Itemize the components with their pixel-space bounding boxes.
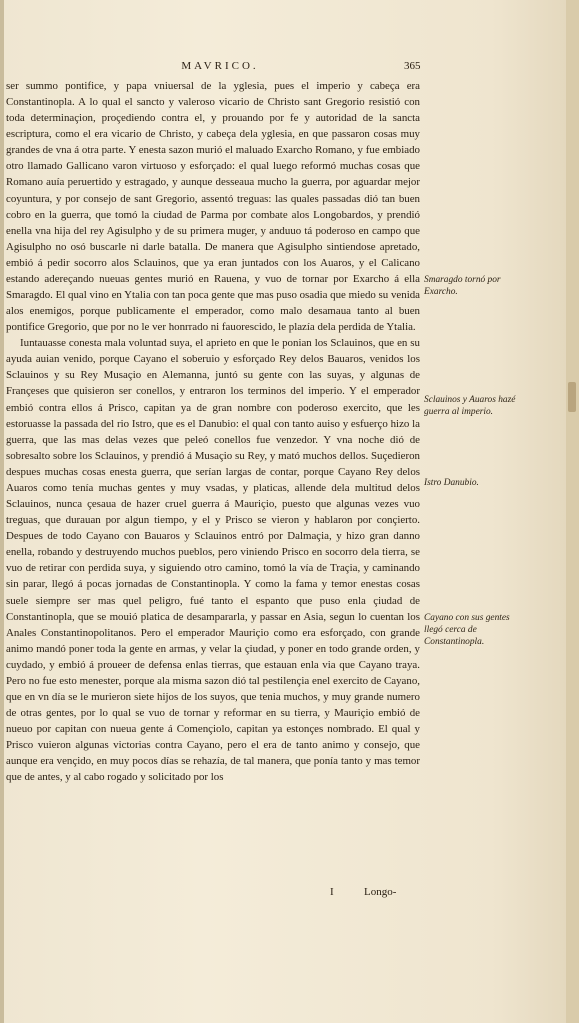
page-header bbox=[0, 60, 579, 76]
page-gutter bbox=[0, 0, 4, 1023]
signature-mark: I bbox=[330, 886, 334, 898]
margin-note-sclauinos: Sclauinos y Auaros hazé guerra al imperio. bbox=[424, 395, 516, 417]
catchword: Longo- bbox=[364, 886, 397, 898]
paragraph-2: Iuntauasse conesta mala voluntad suya, el aprieto en que le ponian los Sclauinos, que en su ayuda auian venido, porque Cayano el soberuio y esforçado Rey delos Bauaros, venidos los Sclauinos y su Rey Musaçio en Alemanna, juntó su gente con las suyas, y algunas de Françeses que quisieron ser conellos, y entraron los terminos del imperio. Y el emperador embió contra ellos á Prisco, capitan ya de gran nombre con poderoso exercito, que les estoruasse la passada del rio Istro, que es el Danubio: el qual con tanto auiso y esfuerço hizo la guerra, que las mas delas vezes que peleó conellos fue venzedor. Y vna noche dió de sobresalto sobre los Sclauinos, y prendió á Musaçio su Rey, y mató muchos dellos. Suçedieron despues muchas cosas enesta guerra, que serían largas de contar, porque Cayano Rey delos Auaros como tenía muchas gentes y muy vsadas, y platicas, allende dela multitud delos Sclauinos, nunca çesaua de hazer cruel guerra á Mauriçio, puesto que algunas vezes vuo treguas, que durauan por algun tiempo, y el y Prisco se vieron y hablaron por conçierto. Despues de todo Cayano con Bauaros y Sclauinos entró por Dalmaçia, y hizo gran danno enella, robando y destruyendo muchos pueblos, pero viniendo Prisco en socorro dela tierra, se vuo de retirar con perdida suya, y siguiendo otro camino, tomó la vía de Traçia, y caminando sin parar, llegó á pocas jornadas de Constantinopla. Y como la fama y temor enestas cosas suele siempre ser mas quel peligro, fué tanto el espanto que puso enla çiudad de Constantinopla, que se mouió platica de desampararla, y passar en Asia, segun lo cuentan los Anales Constantinopolitanos. Pero el emperador Mauriçio como era esforçado, con grande animo mandó poner toda la gente en armas, y velar la çiudad, y poner en todo grande orden, y cuydado, y embió á proueer de defensa enlas tierras, que estauan enla via que Cayano traya. Pero no fue esto menester, porque ala misma sazon dió tal pestilençia enel exercito de Cayano, que en vn día se le murieron siete hijos de los suyos, que tenia muchos, y muy grande numero de otras gentes, por lo qual se vuo de tornar y reformar en su tierra, y Mauriçio embió de nueuo por capitan con nueua gente á Començiolo, capitan ya estonçes nombrado. El qual y Prisco vuieron algunas victorias contra Cayano, pero el era de tanto animo y consejo, que aunque era vençido, en muy pocos días se rehazía, de tal manera, que ponía tanto y mas temor que de antes, y al cabo rogado y solicitado por los bbox=[6, 337, 420, 784]
paragraph-1: ser summo pontifice, y papa vniuersal de la yglesia, pues el imperio y cabeça era Constantinopla. A lo qual el sancto y valeroso vicario de Christo sant Gregorio resistió con toda determinaçion, proçediendo contra el, y prouando por fe y autoridad de la sancta escriptura, como el era vicario de Christo, y cabeça dela yglesia, en que passaron cosas muy grandes de vna á otra parte. Y enesta sazon murió el maluado Exarcho Romano, y fue embiado otro llamado Gallicano varon virtuoso y esforçado: el qual luego reformó muchas cosas que Romano auía peruertido y estragado, y aunque desseaua mucho la guerra, por aguardar mejor coyuntura, y por consejo de sant Gregorio, assentó treguas: las quales passadas dió tan buen cobro en la guerra, que tomó la ciudad de Parma por combate alos Longobardos, y prendió enella vna hija del rey Agisulpho y de su primera muger, y anduuo tá poderoso en campo que Agisulpho no osó buscarle ni darle batalla. De manera que Agisulpho sintiendose apretado, embió á pedir socorro alos Sclauinos, que ya eran juntados con los Auaros, y el Calicano estando adereçando nueuas gentes murió en Rauena, y vuo de tornar por Exarcho á ella Smaragdo. El qual vino en Ytalia con tan poca gente que mas puso osadia que miedo su venida alos enemigos, porque publicamente el emperador, como malo desamaua tanto al buen pontifice Gregorio, que por no le ver honrrado ni fauorescido, le plazía dela perdida de Ytalia. bbox=[6, 80, 420, 334]
margin-note-smaragdo: Smaragdo tornó por Exarcho. bbox=[424, 275, 501, 297]
page-footer bbox=[330, 886, 430, 898]
page-edge bbox=[566, 0, 579, 1023]
page-number: 365 bbox=[404, 60, 421, 72]
margin-note-cayano: Cayano con sus gentes llegó cerca de Constantinopla. bbox=[424, 613, 510, 647]
running-head: MAVRICO. bbox=[181, 60, 259, 72]
margin-note-istro: Istro Danubio. bbox=[424, 478, 479, 488]
ribbon-marker bbox=[568, 382, 576, 412]
main-text-block bbox=[6, 78, 420, 785]
